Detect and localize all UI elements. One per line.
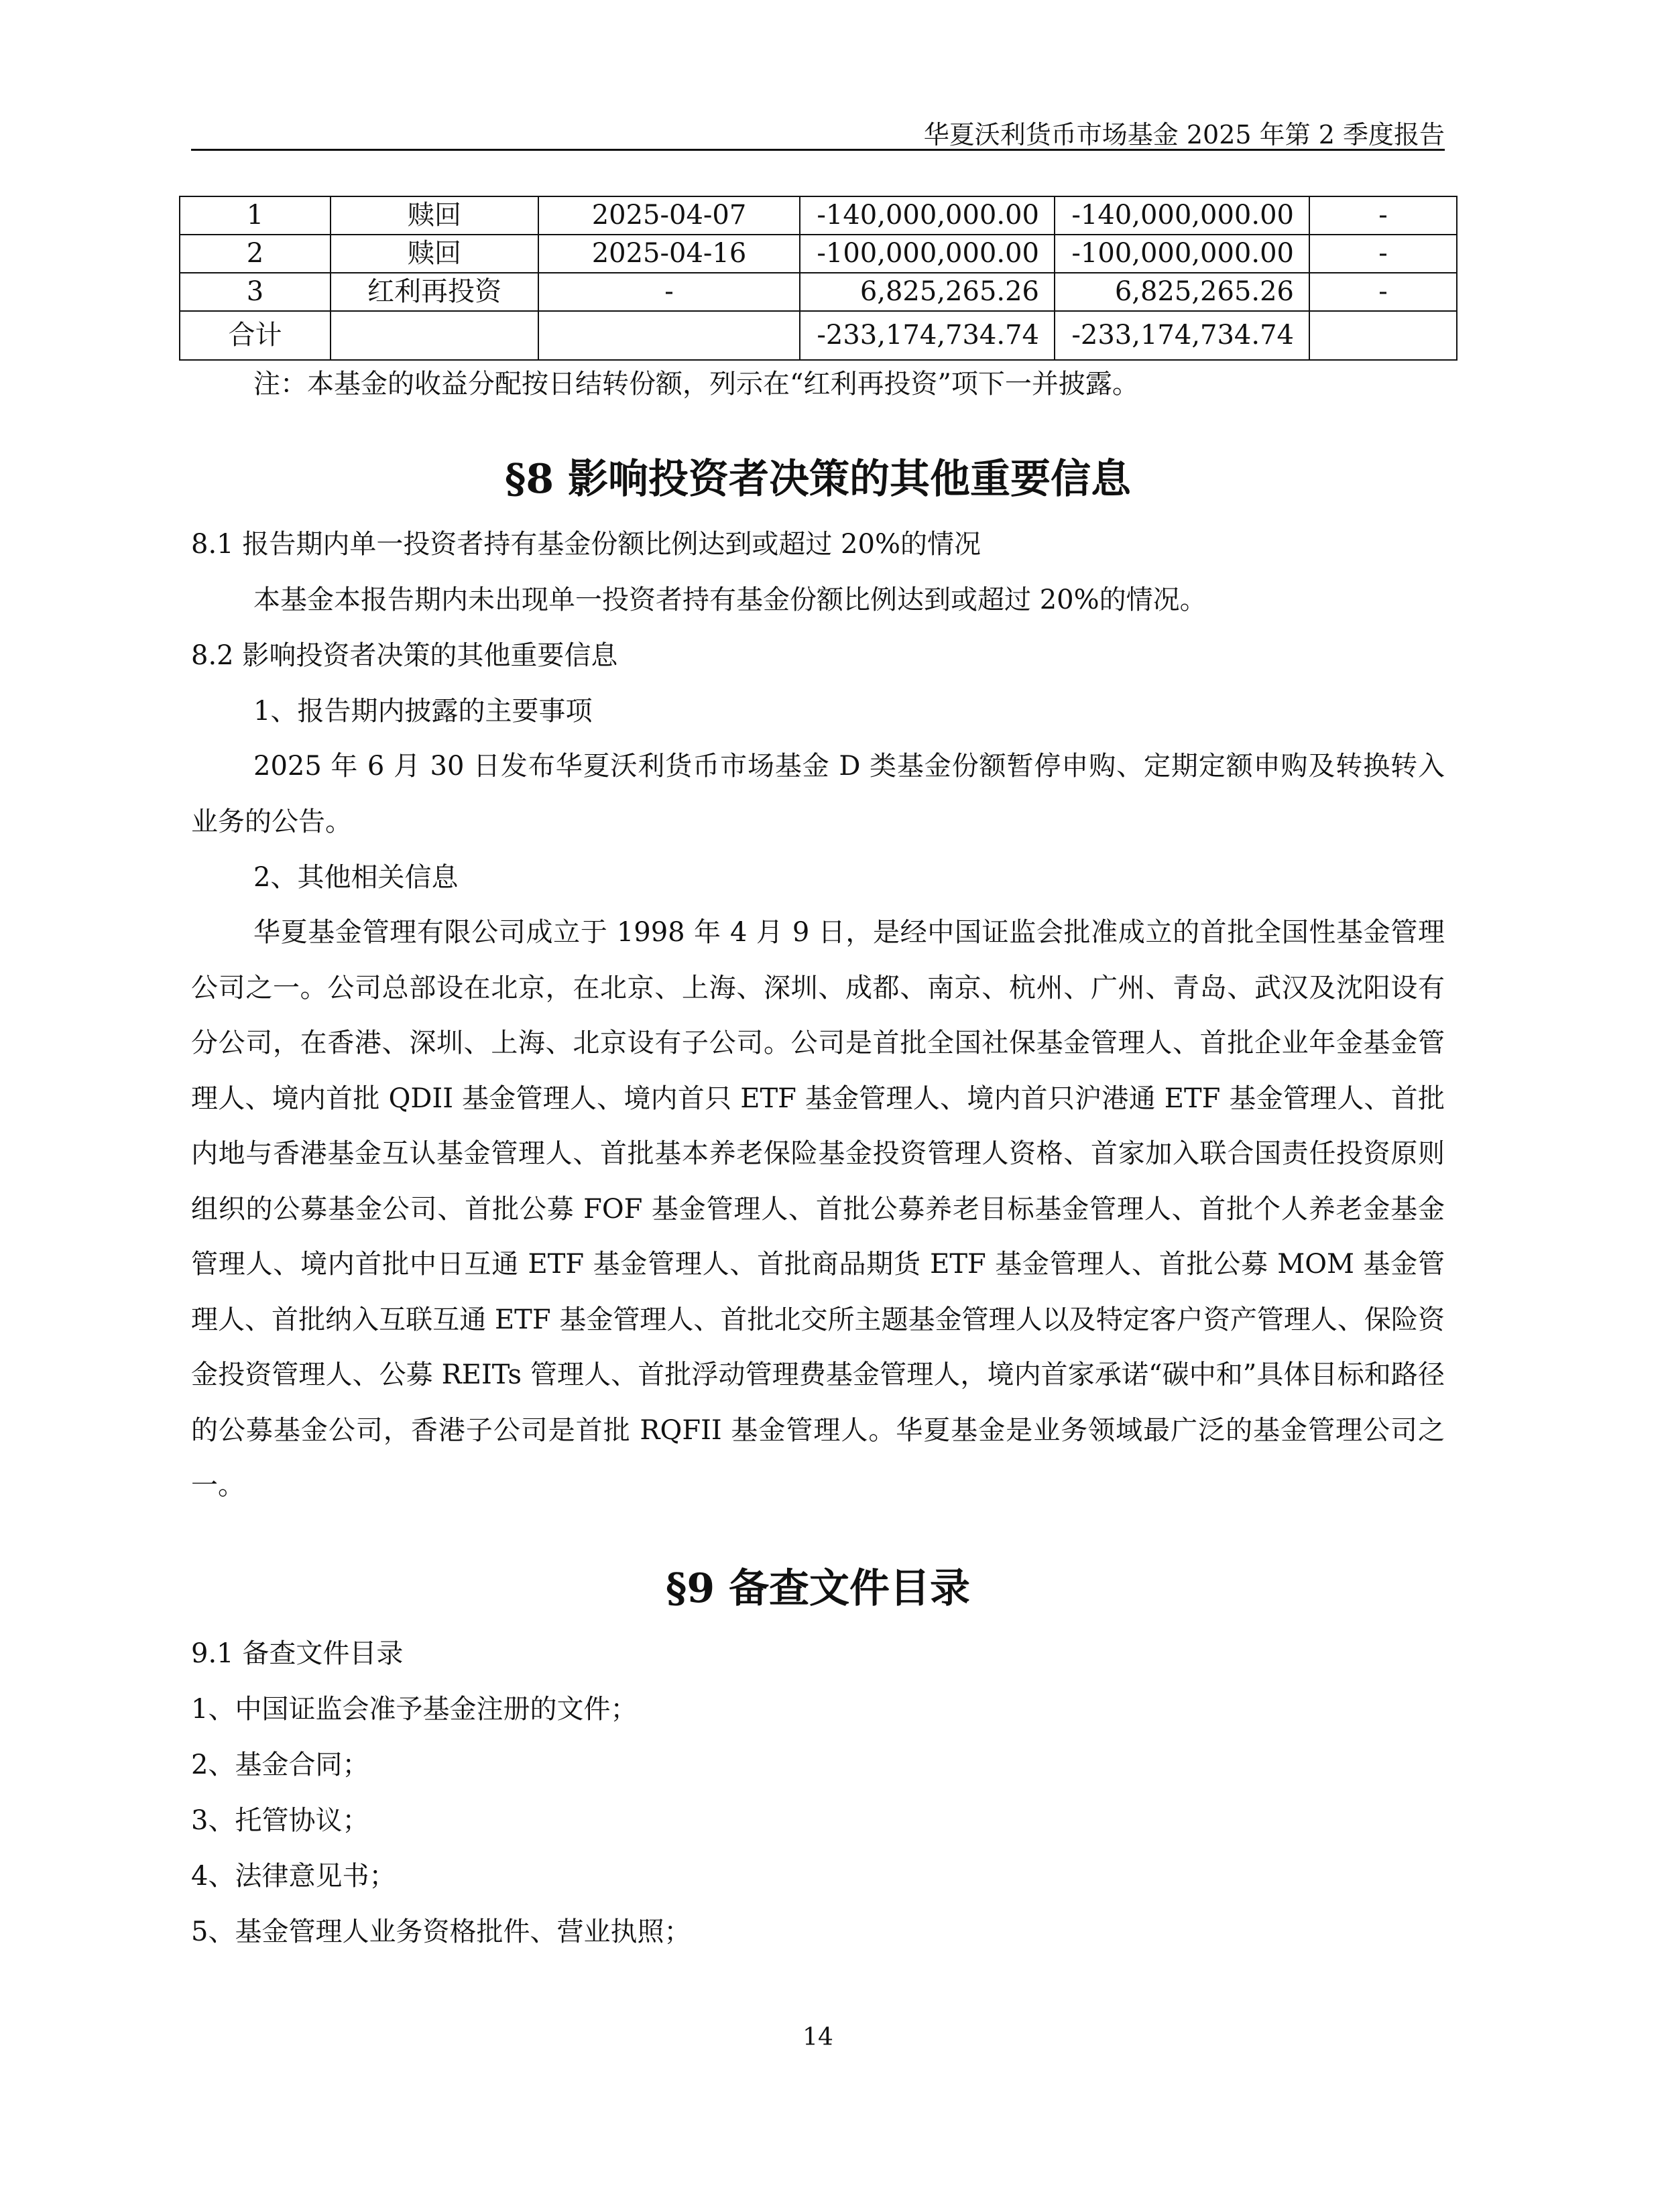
item-1-text: 2025 年 6 月 30 日发布华夏沃利货币市场基金 D 类基金份额暂停申购、定期定额申购及转换转入业务的公告。 (191, 751, 1445, 837)
row-value: -140,000,000.00 (1055, 196, 1309, 235)
row-amount: -100,000,000.00 (800, 235, 1055, 273)
row-date: - (538, 273, 800, 311)
section-8-1-text: 本基金本报告期内未出现单一投资者持有基金份额比例达到或超过 20%的情况。 (253, 585, 1207, 615)
document-list-item: 4、法律意见书； (191, 1861, 396, 1892)
row-amount: -140,000,000.00 (800, 196, 1055, 235)
section-8-2-heading: 8.2 影响投资者决策的其他重要信息 (191, 640, 618, 671)
item-1-heading: 1、报告期内披露的主要事项 (253, 696, 593, 727)
table-row (180, 273, 1457, 311)
document-list-item: 5、基金管理人业务资格批件、营业执照； (191, 1916, 691, 1947)
row-type: 赎回 (331, 196, 538, 235)
total-value: -233,174,734.74 (1055, 311, 1309, 360)
total-amount: -233,174,734.74 (800, 311, 1055, 360)
document-list-item: 3、托管协议； (191, 1805, 369, 1836)
document-list-item: 2、基金合同； (191, 1749, 369, 1780)
item-2-heading: 2、其他相关信息 (253, 862, 459, 893)
row-rate: - (1309, 196, 1457, 235)
table-row (180, 235, 1457, 273)
header-rule (191, 149, 1445, 151)
total-label: 合计 (180, 311, 331, 360)
empty-cell (1309, 311, 1457, 360)
row-rate: - (1309, 235, 1457, 273)
running-header: 华夏沃利货币市场基金 2025 年第 2 季度报告 (923, 120, 1445, 149)
table-total-row (180, 311, 1457, 360)
row-date: 2025-04-16 (538, 235, 800, 273)
row-no: 3 (180, 273, 331, 311)
row-value: 6,825,265.26 (1055, 273, 1309, 311)
empty-cell (538, 311, 800, 360)
row-no: 1 (180, 196, 331, 235)
redemption-table (179, 196, 1457, 361)
row-type: 赎回 (331, 235, 538, 273)
row-amount: 6,825,265.26 (800, 273, 1055, 311)
company-profile-paragraph: 华夏基金管理有限公司成立于 1998 年 4 月 9 日，是经中国证监会批准成立的首批全国性基金管理公司之一。公司总部设在北京，在北京、上海、深圳、成都、南京、杭州、广州、青岛、武汉及沈阳设有分公司，在香港、深圳、上海、北京设有子公司。公司是首批全国社保基金管理人、首批企业年金基金管理人、境内首批 QDII 基金管理人、境内首只 ETF 基金管理人、境内首只沪港通 ETF 基金管理人、首批内地与香港基金互认基金管理人、首批基本养老保险基金投资管理人资格、首家加入联合国责任投资原则组织的公募基金公司、首批公募 FOF 基金管理人、首批公募养老目标基金管理人、首批个人养老金基金管理人、境内首批中日互通 ETF 基金管理人、首批商品期货 ETF 基金管理人、首批公募 MOM 基金管理人、首批纳入互联互通 ETF 基金管理人、首批北交所主题基金管理人以及特定客户资产管理人、保险资金投资管理人、公募 REITs 管理人、首批浮动管理费基金管理人，境内首家承诺“碳中和”具体目标和路径的公募基金公司，香港子公司是首批 RQFII 基金管理人。华夏基金是业务领域最广泛的基金管理公司之一。 (191, 917, 1445, 1501)
page-number: 14 (802, 2024, 833, 2051)
table-row (180, 196, 1457, 235)
section-8-1-heading: 8.1 报告期内单一投资者持有基金份额比例达到或超过 20%的情况 (191, 529, 981, 560)
table-note: 注：本基金的收益分配按日结转份额，列示在“红利再投资”项下一并披露。 (253, 369, 1139, 400)
row-no: 2 (180, 235, 331, 273)
row-value: -100,000,000.00 (1055, 235, 1309, 273)
document-list-item: 1、中国证监会准予基金注册的文件； (191, 1694, 638, 1725)
row-date: 2025-04-07 (538, 196, 800, 235)
section-8-title: §8 影响投资者决策的其他重要信息 (504, 456, 1131, 503)
row-type: 红利再投资 (331, 273, 538, 311)
empty-cell (331, 311, 538, 360)
section-9-title: §9 备查文件目录 (665, 1565, 970, 1612)
section-9-1-heading: 9.1 备查文件目录 (191, 1638, 404, 1669)
row-rate: - (1309, 273, 1457, 311)
